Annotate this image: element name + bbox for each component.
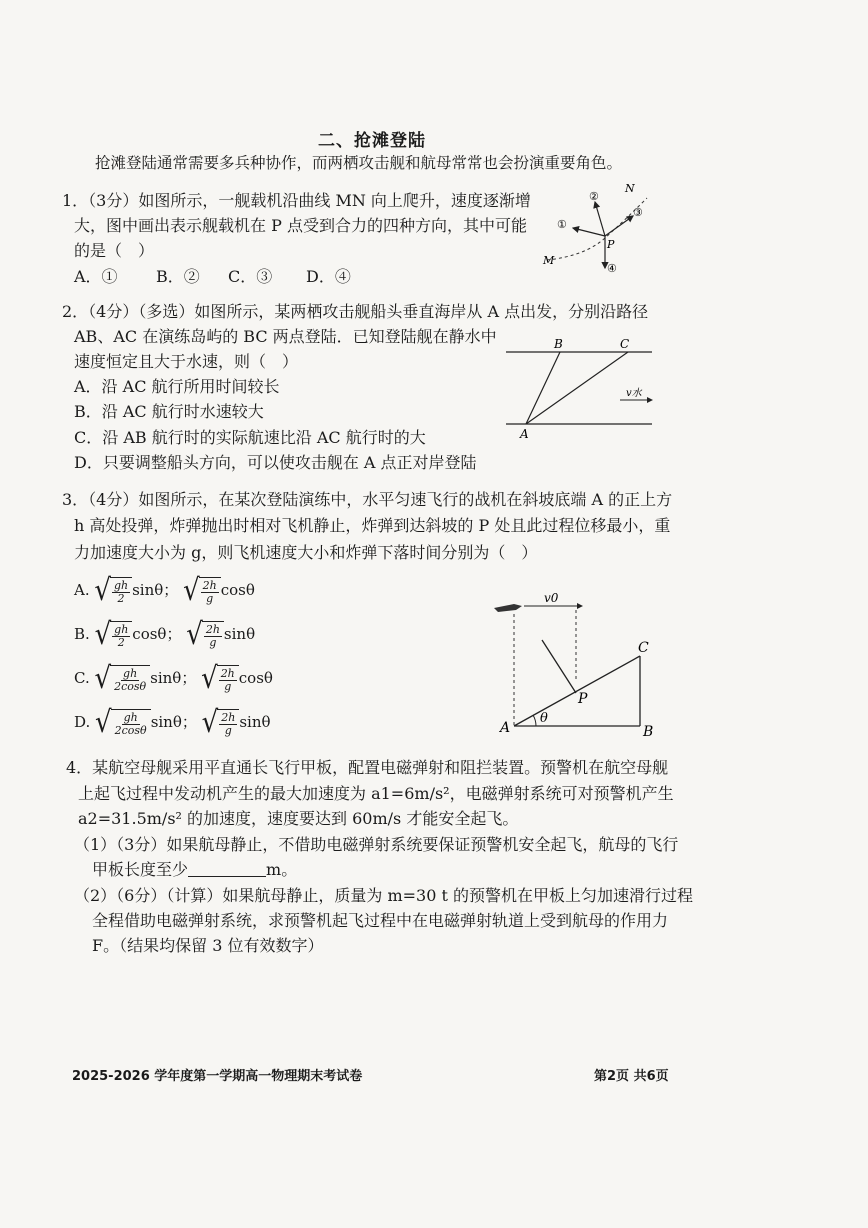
q4-part1-prefix: 甲板长度至少	[92, 860, 189, 879]
q1-arrow-1	[573, 228, 605, 236]
q3-c-den2: g	[224, 680, 232, 693]
sqrt-icon: √ $\frac{2h}{g}$	[186, 620, 224, 650]
section-title: 二、抢滩登陆	[318, 131, 426, 151]
q3-option-c-label: C.	[74, 669, 90, 687]
q3-option-b-label: B.	[74, 625, 90, 643]
sqrt-icon: √ $\frac{2h}{g}$	[202, 708, 240, 738]
q3-d-num1: gh	[123, 711, 138, 724]
sqrt-icon: √ $\frac{gh}{2}$	[94, 576, 132, 606]
q2-label-c: C	[620, 337, 630, 351]
q4-text-line3: a2=31.5m/s² 的加速度，速度要达到 60m/s 才能安全起飞。	[78, 809, 519, 828]
q2-text-line2: AB、AC 在演练岛屿的 BC 两点登陆．已知登陆舰在静水中	[74, 327, 497, 346]
sqrt-icon: √ $\frac{gh}{2\cos\theta}$	[95, 708, 151, 738]
q3-b-fn1: cosθ；	[132, 625, 182, 643]
q2-label-vwater: v水	[626, 388, 642, 399]
q1-option-d[interactable]: D．④	[306, 267, 351, 286]
q3-c-den1: 2cosθ	[114, 680, 147, 693]
q2-path-ab	[526, 352, 560, 424]
q3-label-p: P	[578, 691, 588, 707]
q4-part1-line2	[92, 859, 297, 881]
q1-option-a[interactable]: A．①	[74, 267, 118, 286]
sqrt-icon: √ $\frac{gh}{2\cos\theta}$	[95, 664, 151, 694]
q4-part2-line3: F。（结果均保留 3 位有效数字）	[92, 936, 324, 955]
q3-label-a: A	[500, 720, 511, 736]
q3-option-a-label: A.	[74, 581, 90, 599]
q1-arrow-3	[605, 216, 633, 236]
q3-displacement-line	[542, 640, 576, 693]
q3-d-fn1: sinθ；	[150, 713, 197, 731]
q1-label-p: P	[607, 238, 615, 251]
q3-d-den1: 2cosθ	[114, 724, 147, 737]
plane-icon	[494, 604, 522, 612]
q3-text-line2: h 高处投弹，炸弹抛出时相对飞机静止，炸弹到达斜坡的 P 处且此过程位移最小，重	[74, 516, 671, 535]
q3-c-fn2: cosθ	[238, 669, 273, 687]
q3-angle-arc	[533, 715, 536, 726]
q1-text-line3: 的是（ ）	[74, 241, 155, 260]
q3-b-num1: gh	[114, 623, 129, 636]
footer-exam-title: 2025-2026 学年度第一学期高一物理期末考试卷	[72, 1069, 363, 1084]
q3-a-fn2: cosθ	[220, 581, 255, 599]
q2-option-d[interactable]: D．只要调整船头方向，可以使攻击舰在 A 点正对岸登陆	[74, 453, 477, 472]
q2-figure	[500, 336, 660, 446]
q3-b-den2: g	[209, 636, 217, 649]
q1-option-b[interactable]: B．②	[156, 267, 200, 286]
sqrt-icon: √ $\frac{2h}{g}$	[201, 664, 239, 694]
q3-c-num1: gh	[123, 667, 138, 680]
q3-a-num1: gh	[113, 579, 129, 592]
q3-c-fn1: sinθ；	[150, 669, 197, 687]
q4-text-line1: 4．某航空母舰采用平直通长飞行甲板，配置电磁弹射和阻拦装置。预警机在航空母舰	[66, 758, 669, 777]
q3-label-v0: v0	[544, 591, 559, 605]
q2-option-a[interactable]: A．沿 AC 航行所用时间较长	[74, 377, 280, 396]
q1-arrow-2	[595, 202, 605, 236]
q3-label-theta: θ	[540, 711, 548, 726]
q3-text-line3: 力加速度大小为 g，则飞机速度大小和炸弹下落时间分别为（ ）	[74, 543, 538, 562]
q4-part1-line1: （1）（3分）如果航母静止，不借助电磁弹射系统要保证预警机安全起飞，航母的飞行	[74, 835, 679, 854]
q3-b-fn2: sinθ	[223, 625, 256, 643]
q3-a-den1: 2	[117, 592, 125, 605]
q4-part2-line2: 全程借助电磁弹射系统，求预警机起飞过程中在电磁弹射轨道上受到航母的作用力	[92, 911, 669, 930]
q2-label-a: A	[520, 427, 529, 441]
section-intro: 抢滩登陆通常需要多兵种协作，而两栖攻击舰和航母常常也会扮演重要角色。	[95, 154, 623, 172]
q3-option-a[interactable]	[74, 573, 255, 609]
q3-option-d-label: D.	[74, 713, 91, 731]
q1-figure	[525, 178, 675, 278]
sqrt-icon: √ $\frac{2h}{g}$	[183, 576, 221, 606]
q4-text-line2: 上起飞过程中发动机产生的最大加速度为 a1=6m/s²，电磁弹射系统可对预警机产生	[78, 784, 674, 803]
q1-label-n: N	[625, 182, 635, 195]
q3-text-line1: 3．（4分）如图所示，在某次登陆演练中，水平匀速飞行的战机在斜坡底端 A 的正上方	[62, 490, 673, 509]
q2-label-b: B	[554, 337, 563, 351]
q2-option-b[interactable]: B．沿 AC 航行时水速较大	[74, 402, 264, 421]
q1-label-m: M	[543, 254, 555, 267]
q1-option-c[interactable]: C．③	[228, 267, 273, 286]
q1-label-3: ③	[633, 206, 643, 219]
q3-label-b: B	[643, 724, 654, 740]
q2-option-c[interactable]: C．沿 AB 航行时的实际航速比沿 AC 航行时的大	[74, 428, 426, 447]
q4-answer-blank[interactable]	[188, 860, 266, 877]
q4-part1-unit: m。	[266, 860, 298, 879]
sqrt-icon: √ $\frac{gh}{2}$	[95, 620, 133, 650]
q3-option-c[interactable]	[74, 661, 273, 697]
q3-d-fn2: sinθ	[239, 713, 271, 731]
q3-d-num2: 2h	[221, 711, 236, 724]
q3-a-fn1: sinθ；	[132, 581, 179, 599]
q1-text-line2: 大，图中画出表示舰载机在 P 点受到合力的四种方向，其中可能	[74, 216, 527, 235]
footer-page-number: 第2页 共6页	[594, 1069, 669, 1084]
q1-label-2: ②	[589, 190, 599, 203]
q3-a-num2: 2h	[202, 579, 217, 592]
q3-b-den1: 2	[117, 636, 125, 649]
q2-path-ac	[526, 352, 628, 424]
q3-figure	[488, 588, 668, 740]
q3-d-den2: g	[224, 724, 232, 737]
q1-label-1: ①	[557, 218, 567, 231]
q2-text-line1: 2．（4分）（多选）如图所示，某两栖攻击舰船头垂直海岸从 A 点出发，分别沿路径	[62, 302, 649, 321]
q1-text-line1: 1．（3分）如图所示，一舰载机沿曲线 MN 向上爬升，速度逐渐增	[62, 191, 531, 210]
q4-part2-line1: （2）（6分）（计算）如果航母静止，质量为 m=30 t 的预警机在甲板上匀加速滑行过程	[74, 886, 693, 905]
q3-c-num2: 2h	[220, 667, 235, 680]
q2-text-line3: 速度恒定且大于水速，则（ ）	[74, 352, 299, 371]
q3-label-c: C	[638, 640, 649, 656]
q3-b-num2: 2h	[205, 623, 220, 636]
q3-option-b[interactable]	[74, 617, 256, 653]
q1-label-4: ④	[607, 262, 617, 275]
q3-option-d[interactable]	[74, 705, 271, 741]
q3-a-den2: g	[206, 592, 214, 605]
